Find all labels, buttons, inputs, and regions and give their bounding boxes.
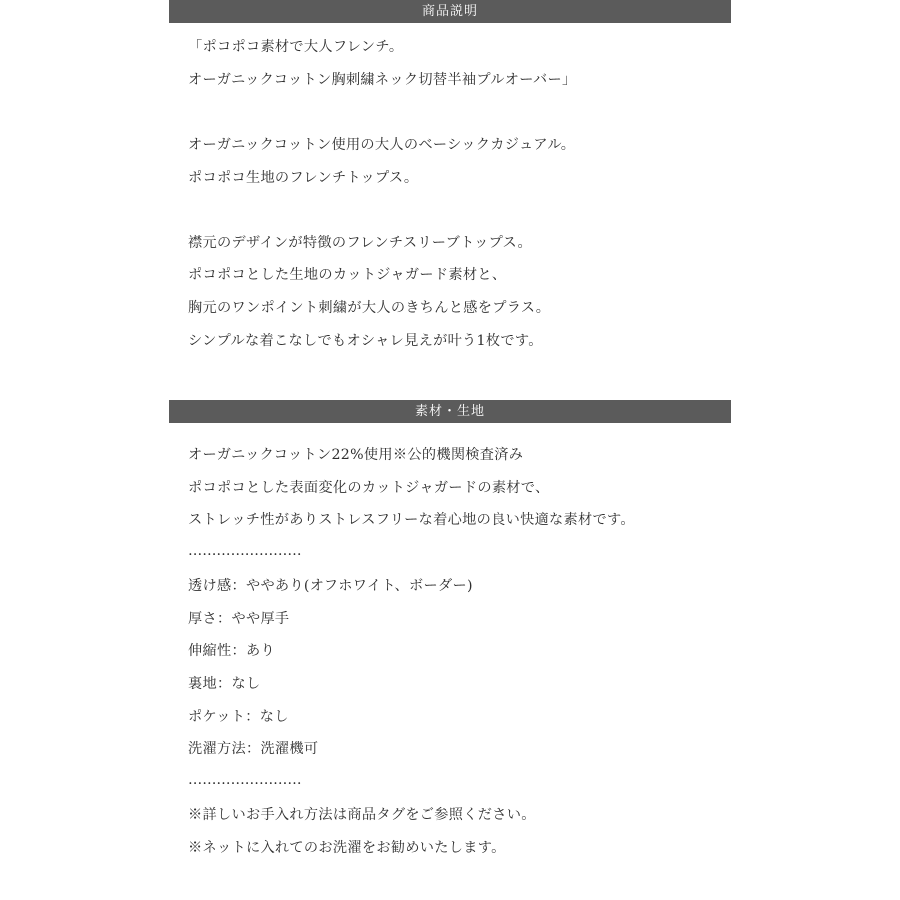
description-line-3: オーガニックコットン使用の大人のベーシックカジュアル。	[188, 137, 576, 153]
care-note-2: ※ネットに入れてのお洗濯をお勧めいたします。	[188, 840, 506, 856]
description-line-8: シンプルな着こなしでもオシャレ見えが叶う1枚です。	[188, 333, 543, 349]
description-line-1: 「ポコポコ素材で大人フレンチ。	[188, 39, 404, 55]
material-line-stretch: 伸縮性：あり	[188, 643, 275, 659]
description-line-5: 襟元のデザインが特徴のフレンチスリーブトップス。	[188, 235, 532, 251]
section-header-description: 商品説明	[169, 0, 731, 23]
material-line-sheerness: 透け感：ややあり(オフホワイト、ボーダー)	[188, 578, 473, 594]
description-line-7: 胸元のワンポイント刺繍が大人のきちんと感をプラス。	[188, 300, 551, 316]
material-line-washing: 洗濯方法：洗濯機可	[188, 741, 319, 757]
dotted-separator-2: ……………………	[188, 772, 302, 788]
dotted-separator-1: ……………………	[188, 543, 302, 559]
care-note-1: ※詳しいお手入れ方法は商品タグをご参照ください。	[188, 807, 536, 823]
description-line-4: ポコポコ生地のフレンチトップス。	[188, 170, 419, 186]
material-line-2: ポコポコとした表面変化のカットジャガードの素材で、	[188, 480, 550, 496]
description-line-2: オーガニックコットン胸刺繍ネック切替半袖プルオーバー」	[188, 72, 577, 88]
material-line-thickness: 厚さ：やや厚手	[188, 611, 290, 627]
section-header-material: 素材・生地	[169, 400, 731, 423]
description-line-6: ポコポコとした生地のカットジャガード素材と、	[188, 267, 507, 283]
material-line-pocket: ポケット：なし	[188, 709, 289, 725]
material-line-1: オーガニックコットン22%使用※公的機関検査済み	[188, 447, 524, 463]
material-line-3: ストレッチ性がありストレスフリーな着心地の良い快適な素材です。	[188, 512, 635, 528]
material-line-lining: 裏地：なし	[188, 676, 261, 692]
